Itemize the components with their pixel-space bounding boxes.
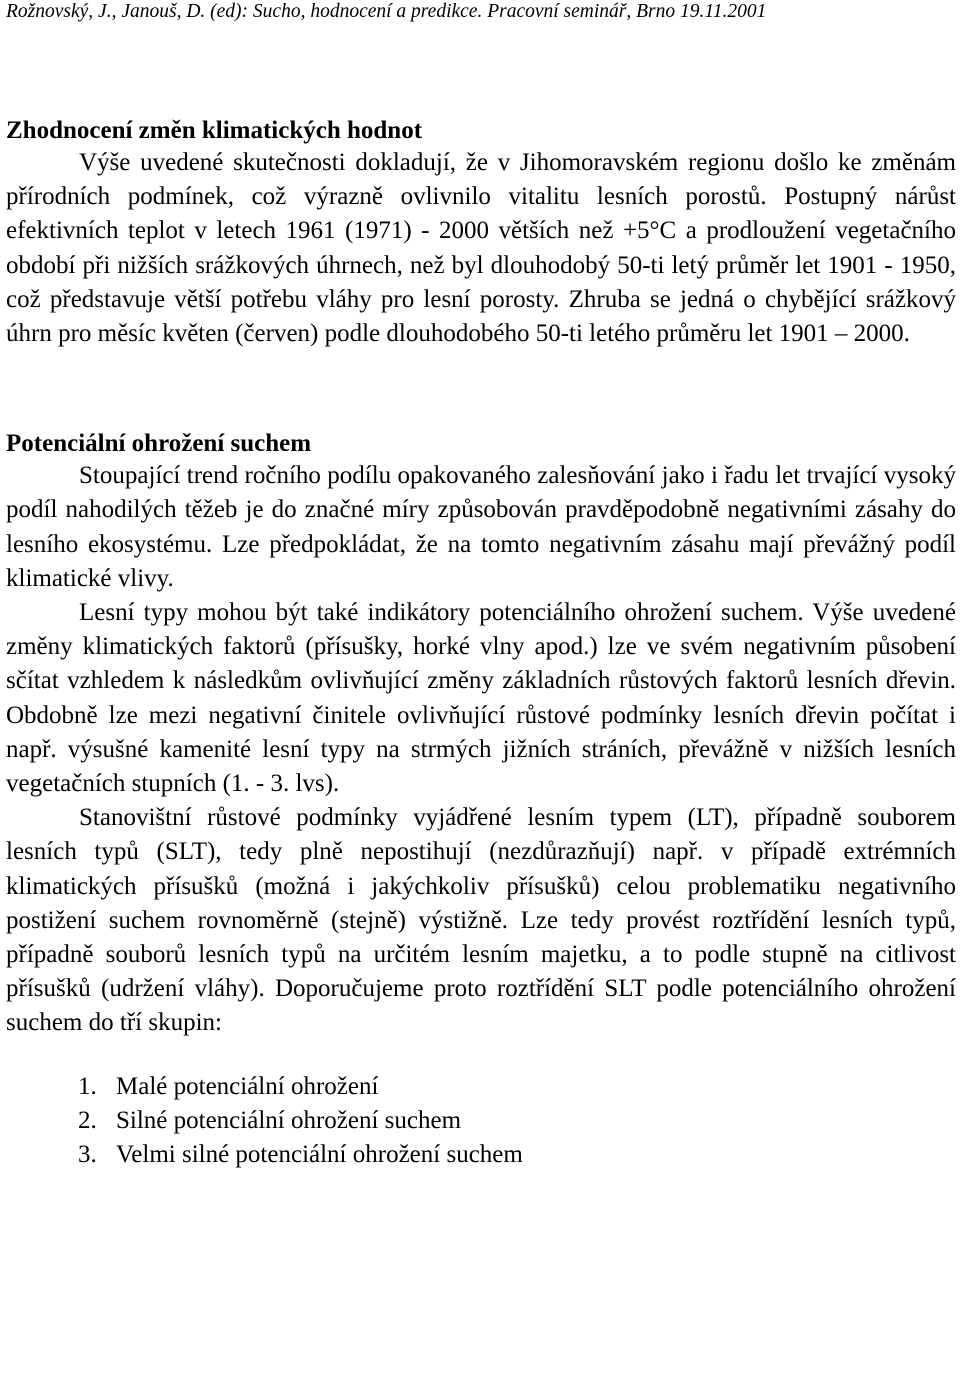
paragraph-climate-changes: Výše uvedené skutečnosti dokladují, že v Jihomoravském regionu došlo ke změnám přírodních podmínek, což výrazně ovlivnilo vitalitu lesních porostů. Postupný nárůst efektivních teplot v letech 1961 (1971) - 2000 větších než +5°C a prodloužení vegetačního období při nižších srážkových úhrnech, než byl dlouhodobý 50-ti letý průměr let 1901 - 1950, což představuje větší potřebu vláhy pro lesní porosty. Zhruba se jedná o chybějící srážkový úhrn pro měsíc květen (červen) podle dlouhodobého 50-ti letého průměru let 1901 – 2000.: [6, 149, 956, 348]
running-header-citation: Rožnovský, J., Janouš, D. (ed): Sucho, hodnocení a predikce. Pracovní seminář, Brno 19.11.2001: [6, 1, 767, 22]
section-heading-climate-changes: Zhodnocení změn klimatických hodnot: [6, 117, 423, 144]
list-item: [78, 1138, 956, 1172]
list-item-text: Velmi silné potenciální ohrožení suchem: [116, 1140, 523, 1168]
list-item-number: 1.: [78, 1072, 97, 1100]
paragraph-reforestation-trend: Stoupající trend ročního podílu opakovaného zalesňování jako i řadu let trvající vysoký podíl nahodilých těžeb je do značné míry způsobován pravděpodobně negativními zásahy do lesního ekosystému. Lze předpokládat, že na tomto negativním zásahu mají převážný podíl klimatické vlivy.: [6, 462, 956, 592]
list-item-text: Silné potenciální ohrožení suchem: [116, 1106, 462, 1134]
list-item-number: 2.: [78, 1106, 97, 1134]
list-item-number: 3.: [78, 1140, 97, 1168]
paragraph-forest-types-indicators: Lesní typy mohou být také indikátory potenciálního ohrožení suchem. Výše uvedené změny klimatických faktorů (přísušky, horké vlny apod.) lze ve svém negativním působení sčítat vzhledem k následkům ovlivňující změny základních růstových faktorů lesních dřevin. Obdobně lze mezi negativní činitele ovlivňující růstové podmínky lesních dřevin počítat i např. výsušné kamenité lesní typy na strmých jižních stráních, převážně v nižších lesních vegetačních stupních (1. - 3. lvs).: [6, 599, 956, 798]
document-page: [6, 0, 956, 1172]
paragraph-site-conditions: Stanovištní růstové podmínky vyjádřené lesním typem (LT), případně souborem lesních typů (SLT), tedy plně nepostihují (nezdůrazňují) např. v případě extrémních klimatických přísušků (možná i jakýchkoliv přísušků) celou problematiku negativního postižení suchem rovnoměrně (stejně) výstižně. Lze tedy provést roztřídění lesních typů, případně souborů lesních typů na určitém lesním majetku, a to podle stupně na citlivost přísušků (udržení vláhy). Doporučujeme proto roztřídění SLT podle potenciálního ohrožení suchem do tří skupin:: [6, 804, 956, 1037]
section-heading-drought-risk: Potenciální ohrožení suchem: [6, 430, 312, 458]
list-item-text: Malé potenciální ohrožení: [116, 1072, 379, 1100]
drought-risk-list: [6, 1070, 956, 1172]
list-item: [78, 1070, 956, 1104]
list-item: [78, 1104, 956, 1138]
